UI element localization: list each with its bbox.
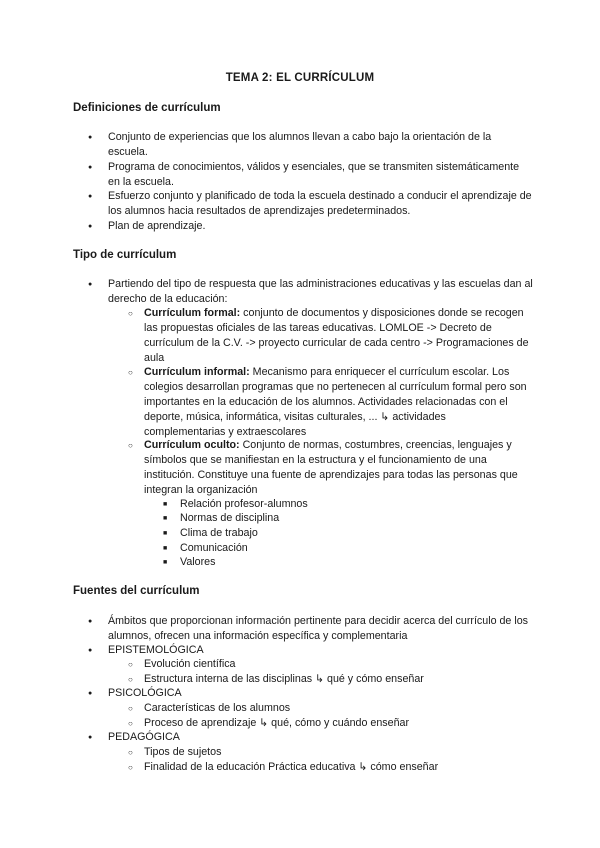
term-label: Currículum formal: <box>144 307 241 319</box>
page-title: TEMA 2: EL CURRÍCULUM <box>225 72 375 84</box>
list-item: ■ Comunicación <box>180 541 530 556</box>
list-item: ● Plan de aprendizaje. <box>108 219 533 234</box>
list-item: ○ Características de los alumnos <box>144 701 530 716</box>
curriculum-informal-item <box>144 365 530 440</box>
term-label: Currículum informal: <box>144 366 250 378</box>
list-item: ○ Finalidad de la educación Práctica educativa ↳ cómo enseñar <box>144 760 530 775</box>
list-item: ○ Proceso de aprendizaje ↳ qué, cómo y cuándo enseñar <box>144 716 530 731</box>
section-heading-tipo: Tipo de currículum <box>73 249 177 261</box>
curriculum-formal-item <box>144 306 530 366</box>
section-heading-definiciones: Definiciones de currículum <box>73 102 221 114</box>
curriculum-oculto-item <box>144 438 530 498</box>
list-item: ● Conjunto de experiencias que los alumnos llevan a cabo bajo la orientación de la escuela. <box>108 130 533 160</box>
section-heading-fuentes: Fuentes del currículum <box>73 585 200 597</box>
list-item: ● Programa de conocimientos, válidos y esenciales, que se transmiten sistemáticamente en la escuela. <box>108 160 533 190</box>
term-label: Currículum oculto: <box>144 439 240 451</box>
term-text: Conjunto de normas, costumbres, creencias, lenguajes y símbolos que se manifiestan en la estructura y el funcionamiento de una institución. Constituye una fuente de aprendizajes para todas las personas que integran la organización <box>144 439 518 496</box>
list-item: ○ Tipos de sujetos <box>144 745 530 760</box>
list-item: ● Esfuerzo conjunto y planificado de toda la escuela destinado a conducir el aprendizaje de los alumnos hacia resultados de aprendizajes predeterminados. <box>108 189 533 219</box>
list-item: ■ Relación profesor-alumnos <box>180 497 530 512</box>
source-psicologica: ● PSICOLÓGICA <box>108 686 533 701</box>
source-epistemologica: ● EPISTEMOLÓGICA <box>108 643 533 658</box>
list-item: ● Ámbitos que proporcionan información pertinente para decidir acerca del currículo de los alumnos, ofrecen una información específica y complementaria <box>108 614 533 644</box>
term-text: Mecanismo para enriquecer el currículum escolar. Los colegios desarrollan programas que no pertenecen al currículum formal pero son importantes en la educación de los alumnos. Actividades relacionadas con el deporte, música, informática, visitas culturales, ... ↳ actividades complementarias y extraescolares <box>144 366 527 438</box>
list-item: ■ Valores <box>180 555 530 570</box>
term-text: conjunto de documentos y disposiciones donde se recogen las propuestas oficiales de las tareas educativas. LOMLOE -> Decreto de currículum de la C.V. -> proyecto curricular de cada centro -> Programaciones de aula <box>144 307 529 364</box>
source-pedagogica: ● PEDAGÓGICA <box>108 730 533 745</box>
list-item: ○ Evolución científica <box>144 657 530 672</box>
list-item: ○ Estructura interna de las disciplinas ↳ qué y cómo enseñar <box>144 672 530 687</box>
list-item: ■ Clima de trabajo <box>180 526 530 541</box>
list-item: ● Partiendo del tipo de respuesta que las administraciones educativas y las escuelas dan al derecho de la educación: <box>108 277 533 307</box>
list-item: ■ Normas de disciplina <box>180 511 530 526</box>
